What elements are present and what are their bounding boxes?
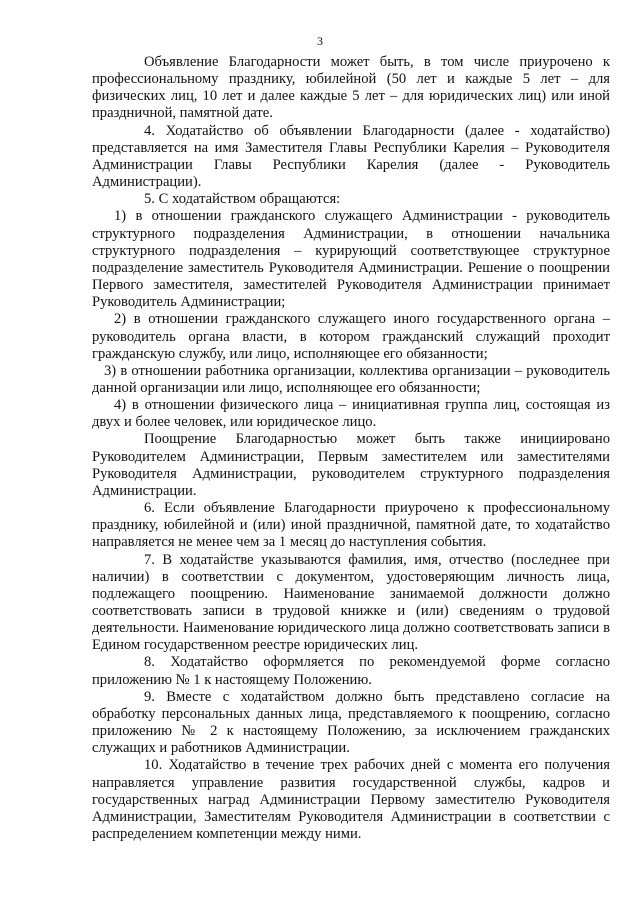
page-number: 3 bbox=[317, 34, 323, 48]
paragraph-subitem-4: 4) в отношении физического лица – инициативная группа лиц, состоящая из двух и более человек, или юридическое лицо. bbox=[92, 397, 610, 431]
paragraph-item-5: 5. С ходатайством обращаются: bbox=[144, 191, 341, 208]
paragraph-encouragement: Поощрение Благодарностью может быть также инициировано Руководителем Администрации, Первым заместителем или заместителями Руководителя Администрации, руководителем структурного подразделения Администрации. bbox=[92, 431, 610, 499]
paragraph-item-4: 4. Ходатайство об объявлении Благодарности (далее - ходатайство) представляется на имя Заместителя Главы Республики Карелия – Руководителя Администрации Главы Республики Карелия (далее - Руководитель Администрации). bbox=[92, 122, 610, 191]
paragraph-subitem-1: 1) в отношении гражданского служащего Администрации - руководитель структурного подразделения Администрации, в отношении начальника структурного подразделения – курирующий соответствующее структурное подразделение заместитель Руководителя Администрации. Решение о поощрении Первого заместителя, заместителей Руководителя Администрации принимает Руководитель Администрации; bbox=[92, 208, 610, 311]
paragraph-item-7: 7. В ходатайстве указываются фамилия, имя, отчество (последнее при наличии) в соответствии с документом, удостоверяющим личность лица, подлежащего поощрению. Наименование занимаемой должности должно соответствовать записи в трудовой книжке и (или) сведениям о трудовой деятельности. Наименование юридического лица должно соответствовать записи в Едином государственном реестре юридических лиц. bbox=[92, 551, 610, 654]
paragraph-subitem-3: 3) в отношении работника организации, коллектива организации – руководитель данной организации или лицо, исполняющее его обязанности; bbox=[92, 362, 610, 396]
paragraph-item-10: 10. Ходатайство в течение трех рабочих дней с момента его получения направляется управление развития государственной службы, кадров и государственных наград Администрации Первому заместителю Руководителя Администрации, Заместителям Руководителя Администрации в соответствии с распределением компетенции между ними. bbox=[92, 757, 610, 843]
paragraph-subitem-2: 2) в отношении гражданского служащего иного государственного органа – руководитель органа власти, в котором гражданский служащий проходит гражданскую службу, или лицо, исполняющее его обязанности; bbox=[92, 311, 610, 362]
document-body bbox=[92, 54, 610, 843]
paragraph-item-9: 9. Вместе с ходатайством должно быть представлено согласие на обработку персональных данных лица, представляемого к поощрению, согласно приложению № 2 к настоящему Положению, за исключением гражданских служащих и работников Администрации. bbox=[92, 688, 610, 757]
paragraph-item-6: 6. Если объявление Благодарности приурочено к профессиональному празднику, юбилейной и (или) иной праздничной, памятной дате, то ходатайство направляется не менее чем за 1 месяц до наступления события. bbox=[92, 500, 610, 551]
paragraph-intro: Объявление Благодарности может быть, в том числе приурочено к профессиональному празднику, юбилейной (50 лет и каждые 5 лет – для физических лиц, 10 лет и далее каждые 5 лет – для юридических лиц) или иной праздничной, памятной дате. bbox=[92, 54, 610, 122]
paragraph-item-8: 8. Ходатайство оформляется по рекомендуемой форме согласно приложению № 1 к настоящему Положению. bbox=[92, 654, 610, 688]
